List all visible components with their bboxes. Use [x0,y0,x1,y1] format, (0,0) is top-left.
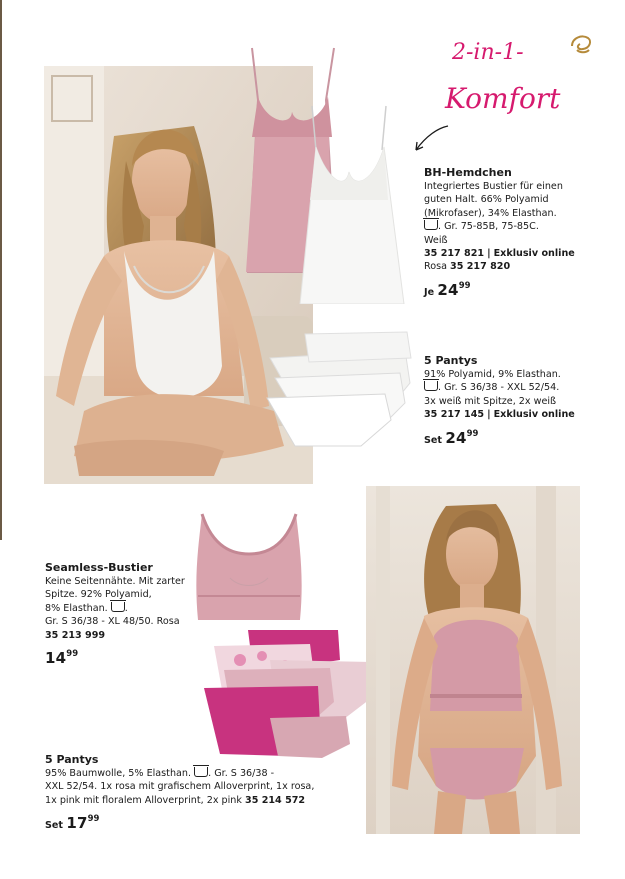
headline-line1: 2-in-1- [452,40,524,65]
wash-icon [424,220,438,230]
photo-seamless-bustier [190,508,308,624]
product-price: 1499 [45,649,79,668]
product-title: 5 Pantys [45,753,99,766]
product-sizes: . Gr. 75-85B, 75-85C. [424,220,624,233]
product-bh-hemdchen [424,165,624,299]
photo-camisoles [236,42,416,304]
article-number: 35 217 821 [424,248,485,260]
product-pantys-white [424,353,624,447]
product-price: Set 1799 [45,814,100,833]
product-seamless-bustier [45,560,195,667]
product-desc-line: 95% Baumwolle, 5% Elasthan. . Gr. S 36/38 - [45,768,275,779]
product-sizes: . Gr. S 36/38 - XXL 52/54. [424,381,624,394]
product-desc-line: 91% Polyamid, 9% Elasthan. [424,369,561,380]
product-desc-line: Keine Seitennähte. Mit zarter [45,576,185,587]
product-desc-line: 3x weiß mit Spitze, 2x weiß [424,395,557,407]
photo-white-pantys [265,328,413,448]
exclusive-note: Exklusiv online [493,248,575,260]
variant-label: Weiß [424,234,448,246]
photo-pink-pantys [200,626,376,760]
article-number: 35 213 999 [45,629,106,641]
product-desc-line: guten Halt. 66% Polyamid [424,194,549,206]
product-desc-line: 8% Elasthan. . [45,602,128,614]
exclusive-note: Exklusiv online [493,409,575,421]
product-desc-line: (Mikrofaser), 34% Elasthan. [424,207,557,219]
variant-label: Rosa [424,261,447,273]
wash-icon [194,767,208,777]
variant-row [424,260,624,273]
product-pantys-pink [45,752,365,833]
photo-woman-rosa-bustier [366,486,580,834]
product-desc-line: XXL 52/54. 1x rosa mit grafischem Alloverprint, 1x rosa, [45,781,315,793]
article-number: 35 217 820 [450,261,511,273]
variant-row: 35 217 145 | Exklusiv online [424,409,575,421]
product-price: Set 2499 [424,428,479,447]
page-edge-line [0,0,2,540]
headline-line2: Komfort [445,82,561,115]
wash-icon [424,381,438,391]
product-sizes: Gr. S 36/38 - XL 48/50. Rosa [45,616,180,628]
product-price: Je 2499 [424,280,471,299]
product-desc-line: Spitze. 92% Polyamid, [45,589,152,601]
product-title: Seamless-Bustier [45,561,153,574]
brand-logo [568,32,594,56]
article-number: 35 217 145 [424,409,485,421]
product-title: 5 Pantys [424,354,478,367]
product-desc-line: Integriertes Bustier für einen [424,181,563,192]
article-number: 35 214 572 [245,794,306,806]
variant-row: 35 217 821 | Exklusiv online [424,248,575,260]
product-title: BH-Hemdchen [424,166,512,179]
product-desc-line: 1x pink mit floralem Alloverprint, 2x pink 35 214 572 [45,794,306,806]
wash-icon [111,602,125,612]
